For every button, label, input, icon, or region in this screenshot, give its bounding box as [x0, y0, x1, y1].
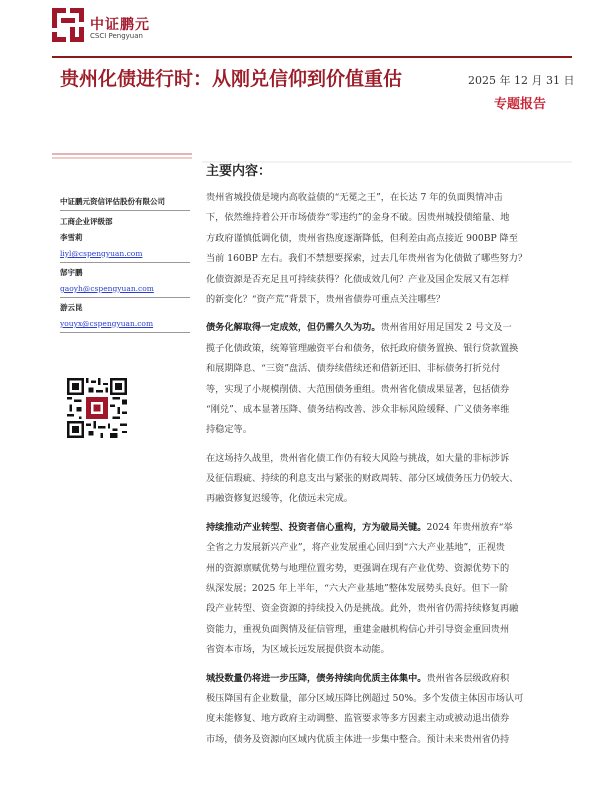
text-line: 的新变化？“资产荒”背景下，贵州省债券可重点关注哪些？ — [206, 293, 446, 305]
text-line: 极压降国有企业数量，部分区域压降比例超过 50%。多个发债主体因市场认可 — [206, 692, 524, 704]
text-line-tail: 贵州省各层级政府积 — [426, 672, 510, 684]
text-line: 全省之力发展新兴产业”，将产业发展重心回归到“六大产业基地”，正视贵 — [206, 542, 505, 554]
report-title: 贵州化债进行时：从刚兑信仰到价值重估 — [60, 68, 403, 90]
logo-mark-icon — [52, 8, 84, 42]
text-line: 再融资修复迟缓等，化债远未完成。 — [206, 493, 353, 505]
text-line: “刚兑”、成本显著压降、债务结构改善、涉众非标风险缓释、广义债务率维 — [206, 403, 510, 415]
paragraph-industry-transformation — [206, 518, 552, 661]
report-category: 专题报告 — [494, 97, 547, 112]
analyst-email-link[interactable] — [60, 318, 195, 330]
text-line: 当前 160BP 左右。我们不禁想要探索，过去几年贵州省为化债做了哪些努力？ — [206, 253, 528, 265]
text-line: 州的资源禀赋优势与地理位置劣势，更强调在现有产业优势、资源优势下的 — [206, 562, 510, 574]
summary-heading: 主要内容： — [206, 164, 272, 179]
text-line: 资能力，重视负面舆情及征信管理，重建金融机构信心并引导资金重回贵州 — [206, 623, 510, 635]
analyst-email[interactable]: youyx@cspengyuan.com — [60, 319, 154, 328]
analyst-email[interactable]: gaoyh@cspengyuan.com — [60, 284, 154, 293]
text-line: 等，实现了小规模削债、大范围债务重组。贵州省化债成果显著，包括债券 — [206, 383, 510, 395]
analyst-name: 游云昆 — [60, 303, 83, 312]
qr-code-icon — [67, 378, 127, 438]
text-line-tail: 贵州省用好用足国发 2 号文及一 — [380, 322, 512, 334]
logo-text-en: CSCI Pengyuan — [90, 32, 143, 40]
report-summary-body — [206, 188, 552, 750]
text-line: 省资本市场，为区域长远发展提供资本动能。 — [206, 644, 390, 656]
text-line: 贵州省城投债是境内高收益债的“无冕之王”，在长达 7 年的负面舆情冲击 — [206, 192, 503, 203]
analyst-email[interactable]: liyl@cspengyuan.com — [60, 249, 143, 258]
text-line: 度未能修复、地方政府主动调整、监管要求等多方因素主动或被动退出债券 — [206, 713, 510, 725]
company-name: 中证鹏元资信评估股份有限公司 — [60, 197, 165, 206]
department-name: 工商企业评级部 — [60, 217, 113, 226]
header-divider — [52, 56, 572, 58]
key-point-heading: 城投数量仍将进一步压降，债务持续向优质主体集中。 — [206, 672, 427, 684]
paragraph-overview — [206, 188, 552, 310]
text-line: 和展期降息、“三资”盘活、债券续借续还和借新还旧、非标债务打折兑付 — [206, 363, 501, 375]
text-line: 方政府谨慎低调化债，贵州省热度逐渐降低，但利差由高点接近 900BP 降至 — [206, 232, 518, 244]
text-line: 下，依然维持着公开市场债券“零违约”的金身不破。因贵州城投债缩量、地 — [206, 212, 510, 224]
sidebar-divider — [60, 332, 190, 333]
logo-text-cn: 中证鹏元 — [90, 17, 150, 33]
text-line: 揽子化债政策，统筹管理融资平台和债务，依托政府债务置换、银行贷款置换 — [206, 342, 519, 354]
company-logo — [52, 8, 192, 48]
paragraph-challenges — [206, 449, 552, 510]
text-line: 段产业转型、资金资源的持续投入仍是挑战。此外，贵州省仍需持续修复再融 — [206, 603, 519, 615]
sidebar-divider — [60, 262, 190, 263]
analyst-email-link[interactable] — [60, 283, 195, 295]
text-line — [206, 318, 552, 338]
analyst-name: 郜宇鹏 — [60, 268, 83, 277]
sidebar-divider — [60, 210, 190, 211]
decorative-divider — [52, 150, 572, 170]
report-date: 2025 年 12 月 31 日 — [468, 74, 575, 87]
analyst-name: 李雪莉 — [60, 233, 83, 242]
key-point-heading: 持续推动产业转型、投资者信心重构，方为破局关键。 — [206, 521, 427, 533]
text-line: 及征信瑕疵、持续的利息支出与紧张的财政周转、部分区域债务压力仍较大、 — [206, 473, 519, 485]
text-line: 市场，债务及资源向区域内优质主体进一步集中整合。预计未来贵州省仍持 — [206, 733, 510, 745]
text-line: 化债资源是否充足且可持续获得？化债成效几何？产业及国企发展又有怎样 — [206, 273, 510, 285]
text-line — [206, 669, 552, 689]
paragraph-lgfv-consolidation — [206, 669, 552, 751]
text-line-tail: 2024 年贵州放弃“举 — [426, 521, 513, 533]
text-line: 在这场持久战里，贵州省化债工作仍有较大风险与挑战，如大量的非标涉诉 — [206, 452, 510, 464]
analyst-email-link[interactable] — [60, 248, 195, 260]
analyst-sidebar — [60, 196, 195, 333]
key-point-heading: 债务化解取得一定成效，但仍需久久为功。 — [206, 322, 381, 334]
text-line: 持稳定等。 — [206, 424, 252, 436]
text-line: 纵深发展；2025 年上半年，“六大产业基地”整体发展势头良好。但下一阶 — [206, 583, 509, 595]
text-line — [206, 518, 552, 538]
paragraph-debt-resolution — [206, 318, 552, 440]
sidebar-divider — [60, 297, 190, 298]
